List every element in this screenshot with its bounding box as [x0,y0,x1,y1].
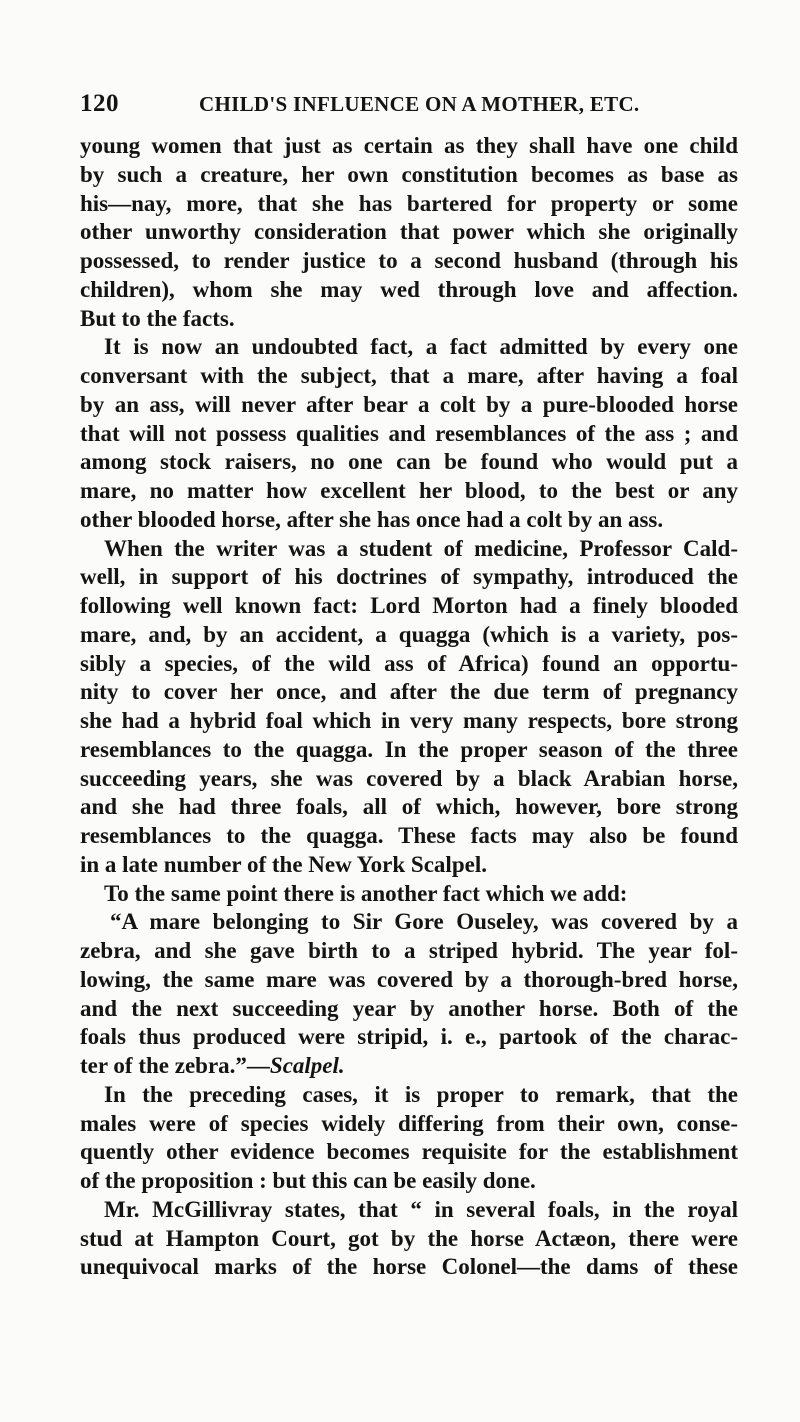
body-text [80,132,738,1282]
text-line: of the proposition : but this can be easily done. [80,1168,536,1193]
text-line: males were of species widely differing from their own, conse- [80,1110,738,1136]
text-line: resemblances to the quagga. These facts may also be found [80,823,738,848]
text-line: Mr. McGillivray states, that “ in several foals, in the royal [104,1196,738,1222]
text-line: zebra, and she gave birth to a striped hybrid. The year fol- [80,938,738,963]
text-line: quently other evidence becomes requisite for the establishment [80,1139,738,1165]
text-line: young women that just as certain as they shall have one child [80,133,738,158]
text-line: by such a creature, her own constitution becomes as base as [80,161,738,187]
text-line: well, in support of his doctrines of sympathy, introduced the [80,564,738,590]
text-line: in a late number of the New York Scalpel. [80,851,487,877]
text-line: she had a hybrid foal which in very many respects, bore strong [80,708,738,733]
text-line: conversant with the subject, that a mare, after having a foal [80,363,738,388]
text-line: by an ass, will never after bear a colt by a pure-blooded horse [80,391,738,417]
text-line: sibly a species, of the wild ass of Africa) found an opportu- [80,650,738,676]
text-line: following well known fact: Lord Morton had a finely blooded [80,593,738,618]
text-line: and the next succeeding year by another horse. Both of the [80,995,738,1021]
text-line: lowing, the same mare was covered by a thorough-bred horse, [80,966,738,992]
citation-source: Scalpel. [269,1053,345,1078]
text-line: When the writer was a student of medicine, Professor Cald- [104,535,738,561]
text-line: But to the facts. [80,305,235,331]
text-line: ter of the zebra.”— [80,1053,270,1078]
text-line: mare, and, by an accident, a quagga (which is a variety, pos- [80,621,738,647]
text-line: unequivocal marks of the horse Colonel—the dams of these [80,1254,738,1280]
text-line: other unworthy consideration that power which she originally [80,219,738,245]
text-line: his—nay, more, that she has bartered for property or some [80,190,738,216]
text-line: among stock raisers, no one can be found who would put a [80,449,738,475]
text-line: mare, no matter how excellent her blood, to the best or any [80,478,738,503]
text-line: stud at Hampton Court, got by the horse Actæon, there were [80,1225,738,1251]
text-line: resemblances to the quagga. In the proper season of the three [80,736,738,762]
text-line: succeeding years, she was covered by a black Arabian horse, [80,765,738,791]
text-line: children), whom she may wed through love and affection. [80,276,738,302]
text-line: foals thus produced were stripid, i. e., partook of the charac- [80,1024,738,1050]
text-line: To the same point there is another fact which we add: [104,880,628,906]
text-line: It is now an undoubted fact, a fact admitted by every one [104,334,738,360]
text-line: that will not possess qualities and resemblances of the ass ; and [80,420,738,446]
text-line: nity to cover her once, and after the due term of pregnancy [80,679,738,705]
running-title: CHILD'S INFLUENCE ON A MOTHER, ETC. [199,92,640,116]
text-line: possessed, to render justice to a second husband (through his [80,248,738,273]
running-head [80,90,740,120]
text-line: “A mare belonging to Sir Gore Ouseley, was covered by a [110,909,738,935]
page-number: 120 [80,90,119,117]
text-line: and she had three foals, all of which, however, bore strong [80,794,738,820]
text-line: In the preceding cases, it is proper to remark, that the [104,1081,738,1107]
text-line: other blooded horse, after she has once had a colt by an ass. [80,506,664,532]
citation-line [80,1052,738,1081]
